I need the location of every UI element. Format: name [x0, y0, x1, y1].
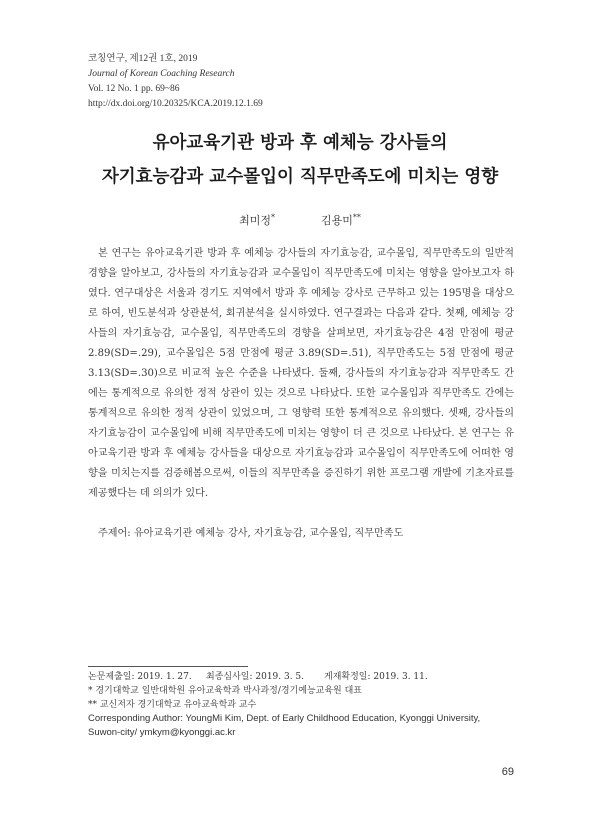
submitted-date: 논문제출일: 2019. 1. 27.	[88, 672, 192, 682]
author-name: 김용미	[321, 214, 353, 227]
page-number: 69	[501, 766, 514, 778]
title-line-2: 자기효능감과 교수몰입이 직무만족도에 미치는 영향	[101, 167, 499, 187]
journal-issue: 코칭연구, 제12권 1호, 2019	[88, 54, 198, 64]
author-2	[321, 212, 361, 228]
author-name: 최미정	[239, 214, 271, 227]
footnote-divider	[88, 666, 248, 667]
reviewed-date: 최종심사일: 2019. 3. 5.	[206, 672, 305, 682]
journal-header	[88, 52, 263, 112]
author-mark: **	[352, 213, 361, 222]
corresponding-info-line2: Suwon-city/ ymkym@kyonggi.ac.kr	[88, 727, 236, 738]
journal-volume-pages: Vol. 12 No. 1 pp. 69~86	[88, 84, 180, 94]
keywords: 주제어: 유아교육기관 예체능 강사, 자기효능감, 교수몰입, 직무만족도	[98, 528, 404, 539]
doi-link[interactable]: http://dx.doi.org/10.20325/KCA.2019.12.1.69	[88, 99, 263, 109]
author-mark: *	[271, 213, 275, 222]
author-list	[0, 212, 600, 228]
corresponding-info-line1: Corresponding Author: YoungMi Kim, Dept. of Early Childhood Education, Kyonggi University,	[88, 713, 481, 724]
accepted-date: 게재확정일: 2019. 3. 11.	[324, 672, 428, 682]
journal-name: Journal of Korean Coaching Research	[88, 69, 235, 79]
title-line-1: 유아교육기관 방과 후 예체능 강사들의	[152, 133, 448, 153]
footnotes	[88, 670, 518, 740]
footnote-corresponding-author: ** 교신저자 경기대학교 유아교육학과 교수	[88, 700, 257, 710]
review-dates	[88, 670, 518, 684]
abstract: 본 연구는 유아교육기관 방과 후 예체능 강사들의 자기효능감, 교수몰입, 직무만족도의 일반적 경향을 알아보고, 강사들의 자기효능감과 교수몰입이 직무만족도에 미치는 영향을 알아보고자 하였다. 연구대상은 서울과 경기도 지역에서 방과 후 예체능 강사로 근무하고 있는 195명을 대상으로 하여, 빈도분석과 상관분석, 회귀분석을 실시하였다. 연구결과는 다음과 같다. 첫째, 예체능 강사들의 자기효능감, 교수몰입, 직무만족도의 경향을 살펴보면, 자기효능감은 4점 만점에 평균 2.89(SD=.29), 교수몰입은 5점 만점에 평균 3.89(SD=.51), 직무만족도는 5점 만점에 평균 3.13(SD=.30)으로 비교적 높은 수준을 나타냈다. 둘째, 강사들의 자기효능감과 직무만족도 간에는 통계적으로 유의한 정적 상관이 있는 것으로 나타났다. 또한 교수몰입과 직무만족도 간에는 통계적으로 유의한 정적 상관이 있었으며, 그 영향력 또한 통계적으로 유의했다. 셋째, 강사들의 자기효능감이 교수몰입에 비해 직무만족도에 미치는 영향이 더 큰 것으로 나타났다. 본 연구는 유아교육기관 방과 후 예체능 강사들을 대상으로 자기효능감과 교수몰입이 직무만족도에 어떠한 영향을 미치는지를 검증해봄으로써, 이들의 직무만족을 증진하기 위한 프로그램 개발에 기초자료를 제공했다는 데 의의가 있다.	[88, 248, 514, 499]
author-1	[239, 212, 275, 228]
paper-title	[0, 126, 600, 194]
footnote-first-author: * 경기대학교 일반대학원 유아교육학과 박사과정/경기예능교육원 대표	[88, 686, 362, 696]
